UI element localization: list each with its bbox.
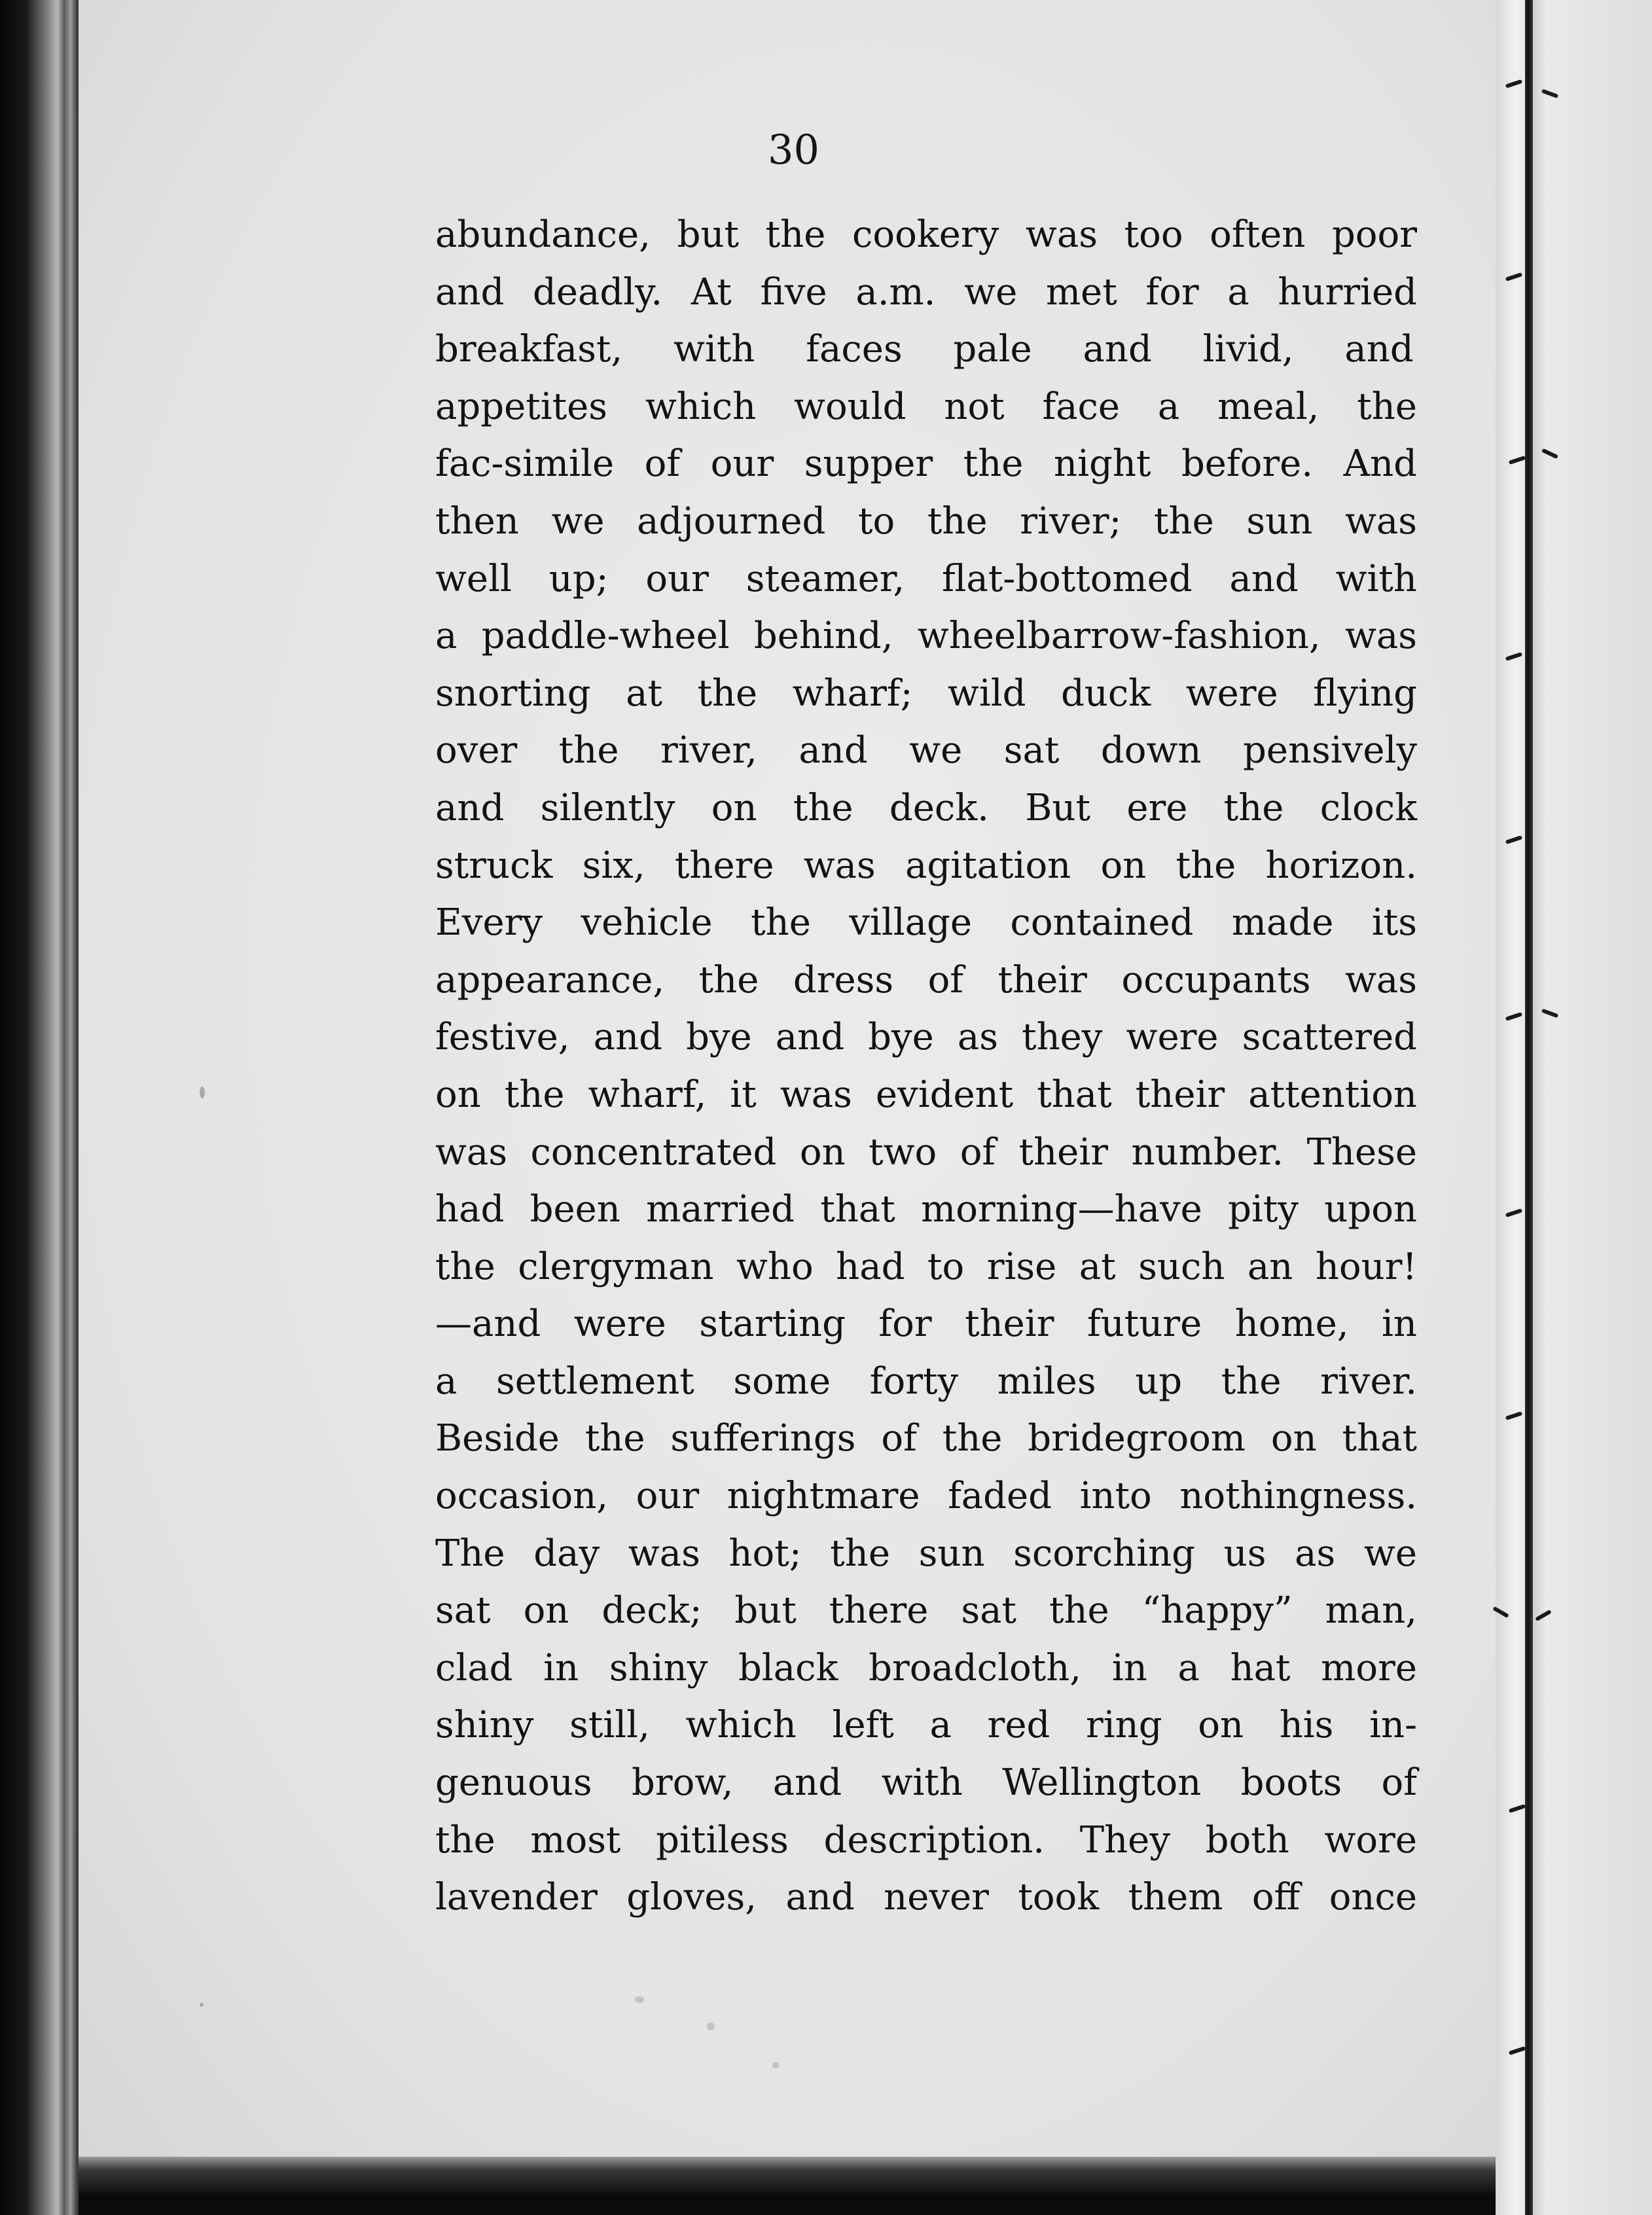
- text-line: had been married that morning—have pity upon: [435, 1188, 1417, 1231]
- text-line: clad in shiny black broadcloth, in a hat more: [435, 1646, 1417, 1689]
- ink-smudge: [707, 2023, 715, 2030]
- body-text: [435, 206, 1417, 1926]
- book-page: [79, 0, 1496, 2157]
- ink-smudge: [200, 1087, 205, 1098]
- gutter-fold: [1533, 0, 1652, 2215]
- text-line: Beside the sufferings of the bridegroom on that: [435, 1417, 1417, 1460]
- text-line: on the wharf, it was evident that their attention: [435, 1073, 1417, 1116]
- page-number: 30: [768, 126, 819, 173]
- ink-smudge: [200, 2003, 204, 2007]
- text-line: fac-simile of our supper the night before. And: [435, 442, 1417, 486]
- text-line: struck six, there was agitation on the horizon.: [435, 844, 1417, 887]
- text-line: was concentrated on two of their number. These: [435, 1130, 1417, 1174]
- binding-thread: [1525, 0, 1533, 2215]
- text-line: Every vehicle the village contained made its: [435, 901, 1417, 945]
- text-line: festive, and bye and bye as they were scattered: [435, 1016, 1417, 1059]
- text-line: then we adjourned to the river; the sun was: [435, 499, 1417, 543]
- text-line: shiny still, which left a red ring on his in-: [435, 1704, 1417, 1747]
- text-line: abundance, but the cookery was too often poor: [435, 213, 1417, 256]
- text-line: and deadly. At five a.m. we met for a hurried: [435, 270, 1417, 314]
- text-line: the clergyman who had to rise at such an hour!: [435, 1245, 1417, 1288]
- text-line: appetites which would not face a meal, the: [435, 385, 1417, 428]
- text-line: The day was hot; the sun scorching us as we: [435, 1532, 1417, 1575]
- text-line: lavender gloves, and never took them off once: [435, 1876, 1417, 1919]
- text-line: occasion, our nightmare faded into nothingness.: [435, 1475, 1417, 1518]
- text-line: and silently on the deck. But ere the clock: [435, 786, 1417, 829]
- book-binding-edge: [0, 0, 79, 2215]
- text-line: a settlement some forty miles up the river.: [435, 1360, 1417, 1403]
- text-line: snorting at the wharf; wild duck were flying: [435, 672, 1417, 715]
- text-line: genuous brow, and with Wellington boots of: [435, 1761, 1417, 1805]
- text-line: well up; our steamer, flat-bottomed and with: [435, 557, 1417, 600]
- ink-smudge: [635, 1996, 644, 2003]
- text-line: a paddle-wheel behind, wheelbarrow-fashion, was: [435, 615, 1417, 658]
- text-line: breakfast, with faces pale and livid, and: [435, 328, 1414, 371]
- text-line: sat on deck; but there sat the “happy” man,: [435, 1589, 1417, 1632]
- text-line: over the river, and we sat down pensively: [435, 729, 1417, 772]
- text-line: —and were starting for their future home, in: [435, 1303, 1417, 1346]
- text-line: appearance, the dress of their occupants was: [435, 958, 1417, 1001]
- ink-smudge: [772, 2062, 779, 2068]
- page-bottom-edge: [79, 2157, 1499, 2215]
- text-line: the most pitiless description. They both wore: [435, 1818, 1417, 1862]
